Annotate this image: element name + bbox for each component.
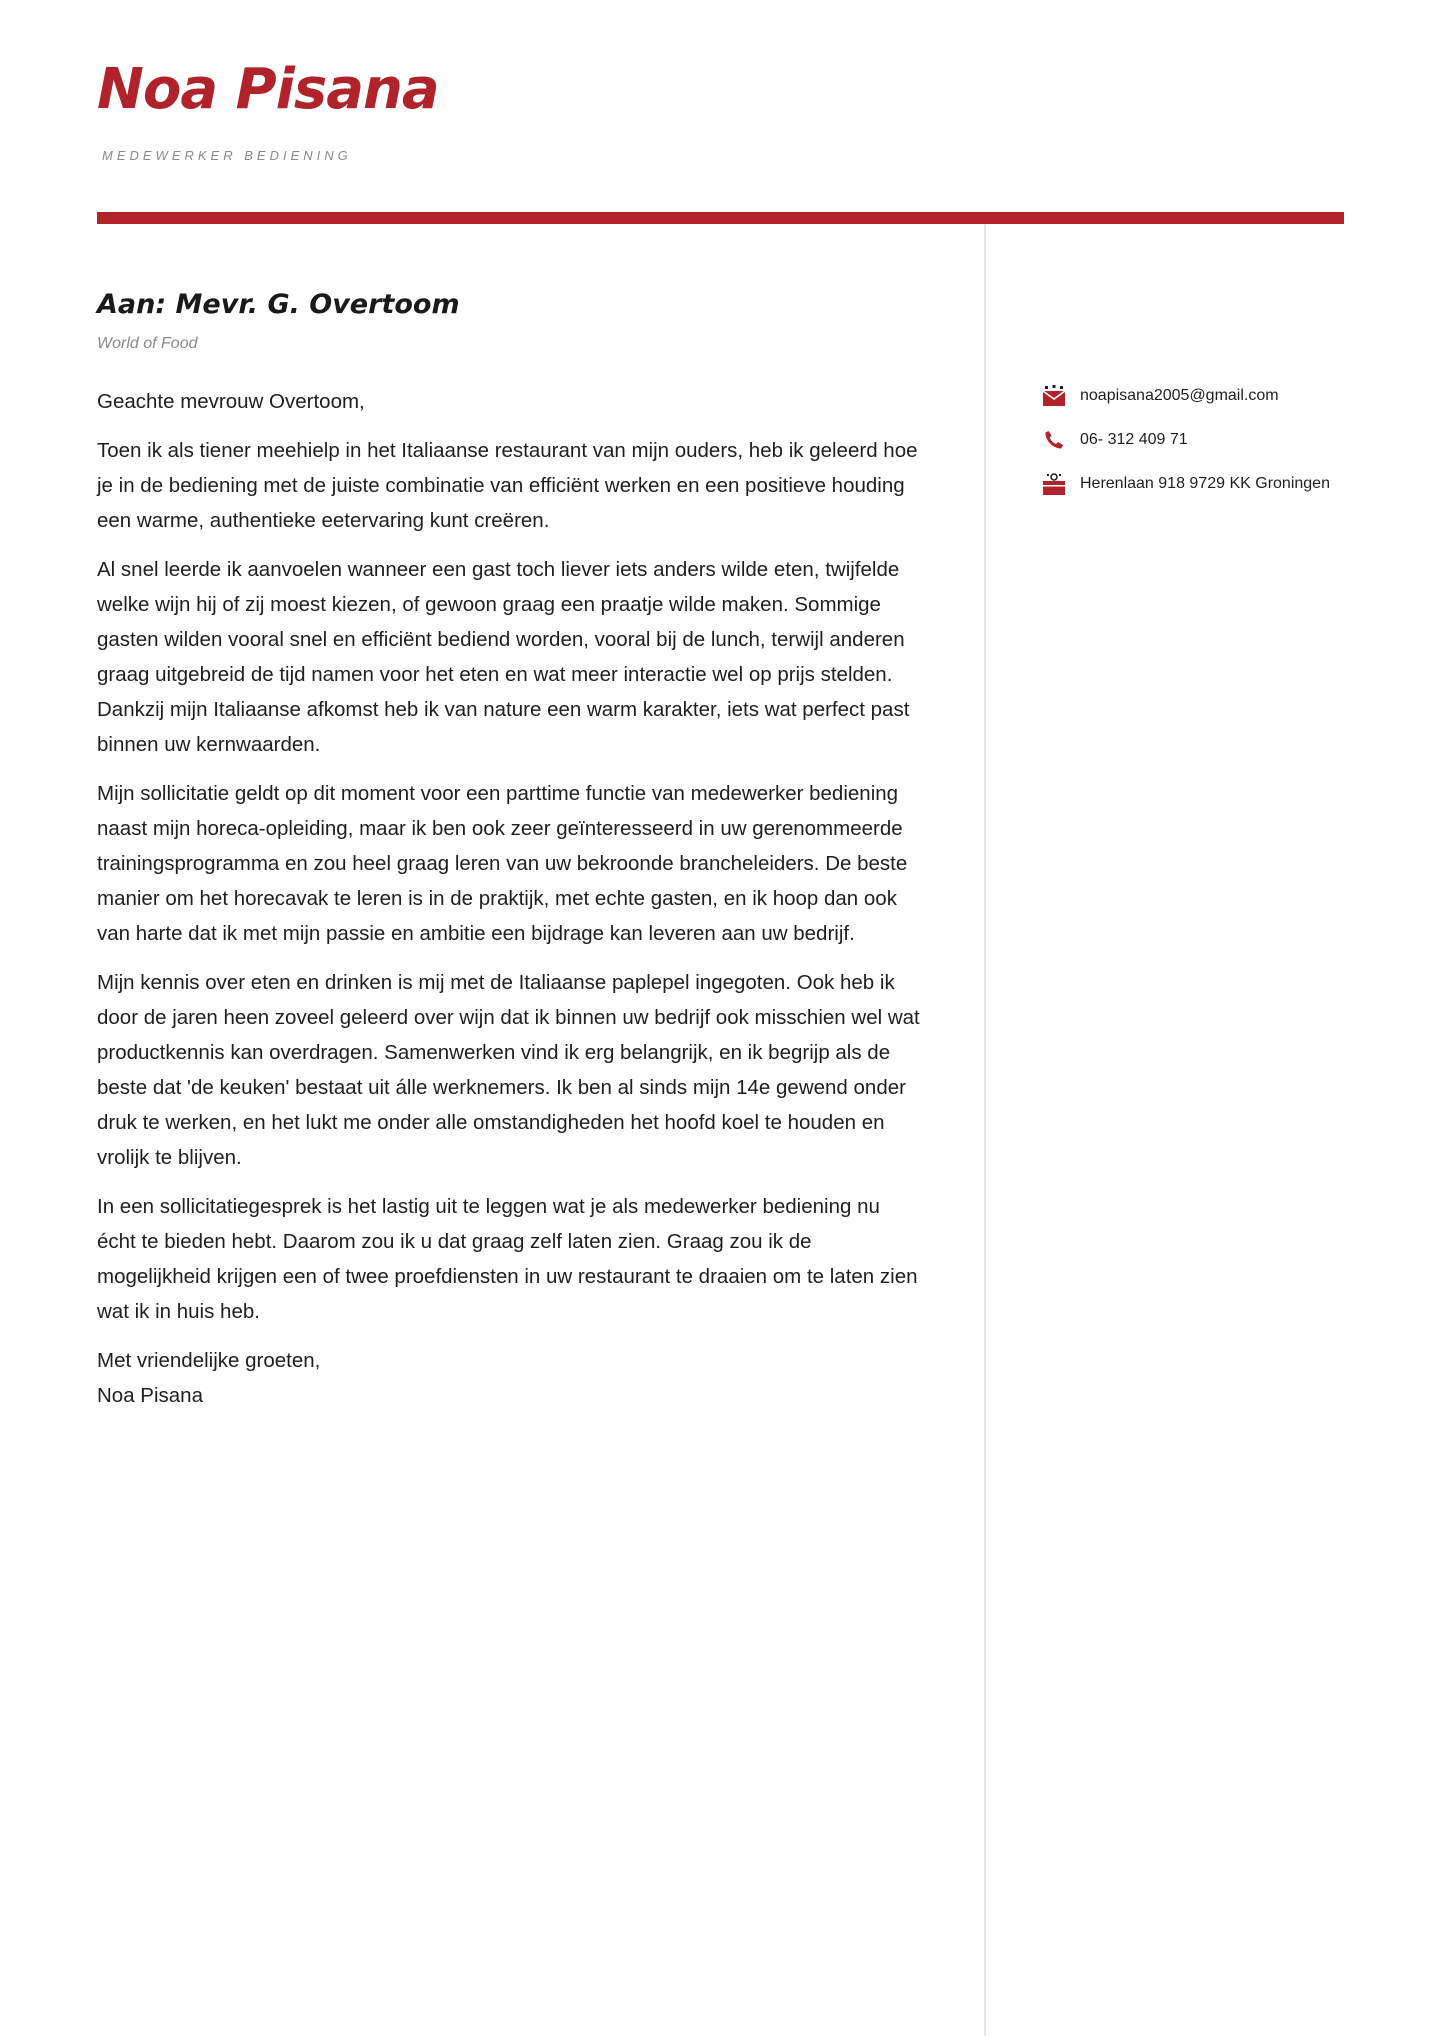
contact-email (1042, 384, 1342, 408)
letter-paragraph: Al snel leerde ik aanvoelen wanneer een gast toch liever iets anders wilde eten, twijfelde welke wijn hij of zij moest kiezen, of gewoon graag een praatje wilde maken. Sommige gasten wilden vooral snel en efficiënt bediend worden, vooral bij de lunch, terwijl anderen graag uitgebreid de tijd namen voor het eten en wat meer interactie wel op prijs stelden. Dankzij mijn Italiaanse afkomst heb ik van nature een warm karakter, iets wat perfect past binnen uw kernwaarden. (97, 558, 910, 756)
column-divider (984, 224, 986, 2036)
phone-text[interactable]: 06- 312 409 71 (1080, 431, 1188, 448)
address-text: Herenlaan 918 9729 KK Groningen (1080, 475, 1330, 492)
contact-address (1042, 472, 1342, 496)
header-divider (97, 212, 1344, 224)
contact-details (1042, 384, 1342, 516)
signature: Noa Pisana (97, 1384, 203, 1407)
recipient-company: World of Food (97, 335, 198, 352)
closing: Met vriendelijke groeten, (97, 1349, 321, 1372)
contact-phone (1042, 428, 1342, 452)
job-title: MEDEWERKER BEDIENING (102, 148, 352, 163)
letter-paragraph: Toen ik als tiener meehielp in het Italiaanse restaurant van mijn ouders, heb ik geleerd hoe je in de bediening met de juiste combinatie van efficiënt werken en een positieve houding een warme, authentieke eetervaring kunt creëren. (97, 439, 918, 532)
recipient-title: Aan: Mevr. G. Overtoom (97, 289, 460, 320)
applicant-name: Noa Pisana (97, 57, 439, 122)
letter-paragraph: Mijn kennis over eten en drinken is mij met de Italiaanse paplepel ingegoten. Ook heb ik door de jaren heen zoveel geleerd over wijn dat ik binnen uw bedrijf ook misschien wel wat productkennis kan overdragen. Samenwerken vind ik erg belangrijk, en ik begrijp als de beste dat 'de keuken' bestaat uit álle werknemers. Ik ben al sinds mijn 14e gewend onder druk te werken, en het lukt me onder alle omstandigheden het hoofd koel te houden en vrolijk te blijven. (97, 971, 920, 1169)
email-icon (1042, 384, 1066, 408)
salutation: Geachte mevrouw Overtoom, (97, 390, 365, 413)
email-text[interactable]: noapisana2005@gmail.com (1080, 387, 1279, 404)
address-icon (1042, 472, 1066, 496)
letter-body (97, 384, 922, 1413)
letter-paragraph: In een sollicitatiegesprek is het lastig uit te leggen wat je als medewerker bediening nu écht te bieden hebt. Daarom zou ik u dat graag zelf laten zien. Graag zou ik de mogelijkheid krijgen een of twee proefdiensten in uw restaurant te draaien om te laten zien wat ik in huis heb. (97, 1195, 918, 1323)
letter-paragraph: Mijn sollicitatie geldt op dit moment voor een parttime functie van medewerker bediening naast mijn horeca-opleiding, maar ik ben ook zeer geïnteresseerd in uw gerenommeerde trainingsprogramma en zou heel graag leren van uw bekroonde brancheleiders. De beste manier om het horecavak te leren is in de praktijk, met echte gasten, en ik hoop dan ook van harte dat ik met mijn passie en ambitie een bijdrage kan leveren aan uw bedrijf. (97, 782, 908, 945)
phone-icon (1042, 428, 1066, 452)
